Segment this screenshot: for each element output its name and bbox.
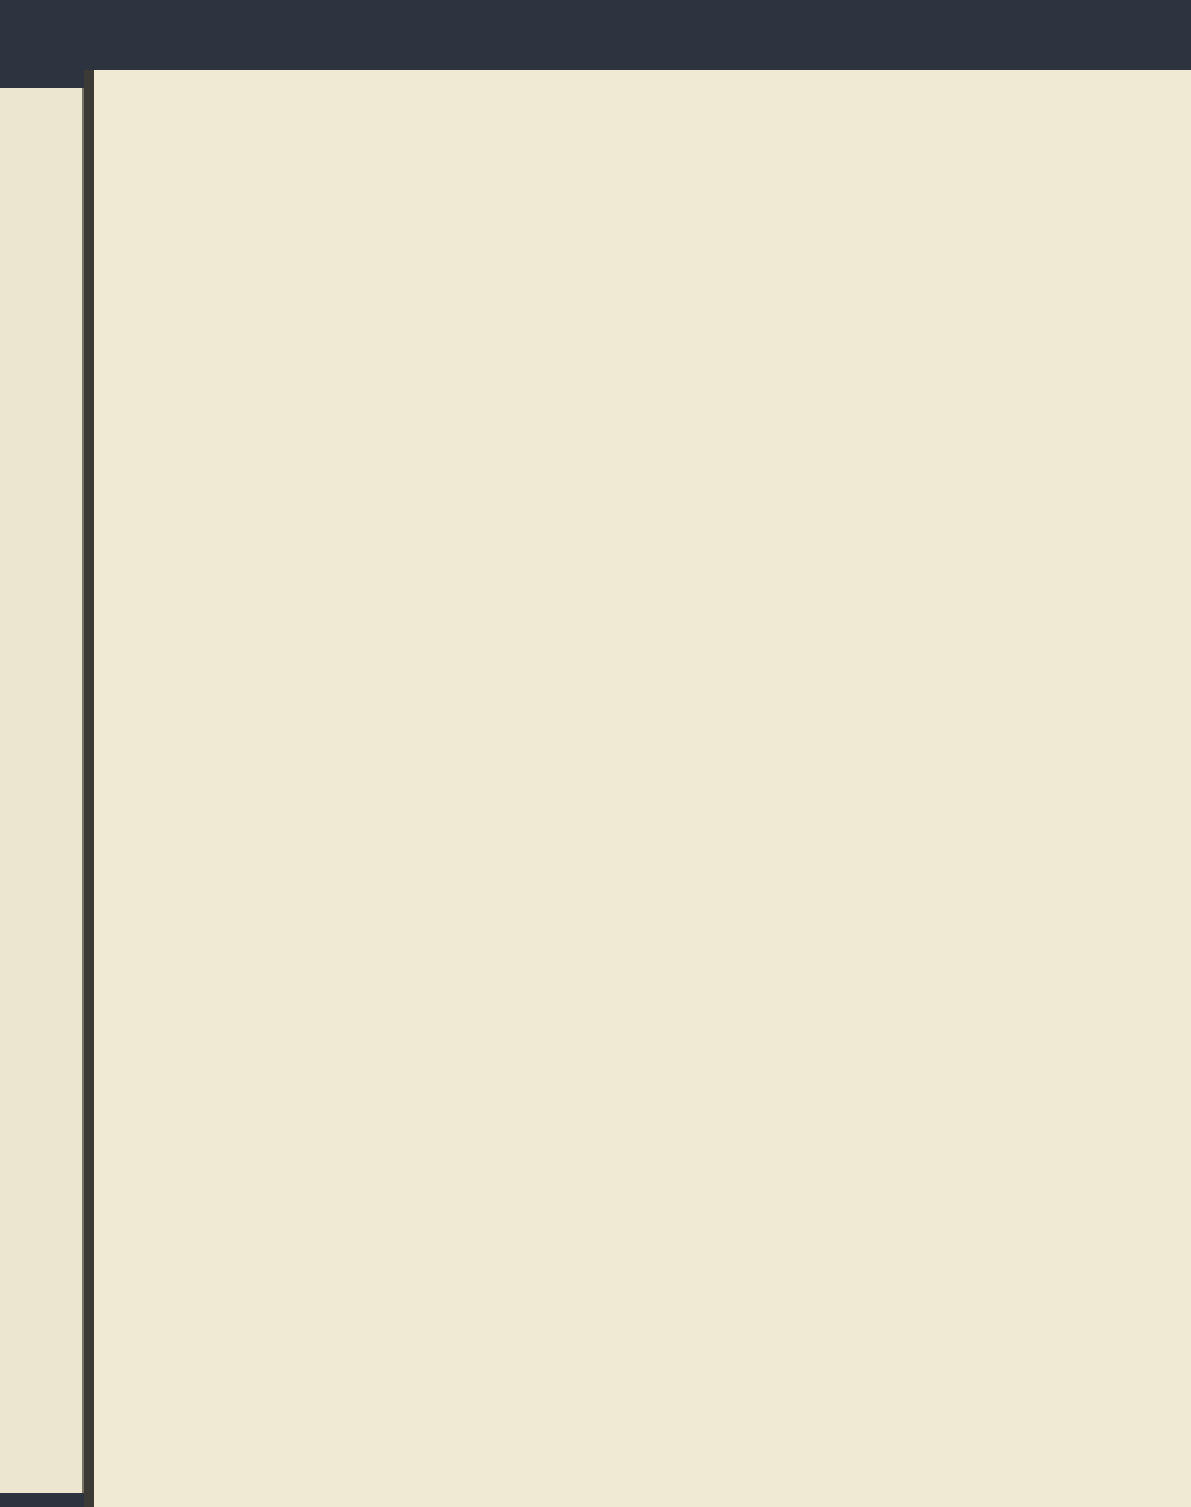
page — [94, 70, 1191, 1507]
book-gutter — [84, 70, 94, 1507]
left-page-fragment — [0, 88, 84, 1493]
